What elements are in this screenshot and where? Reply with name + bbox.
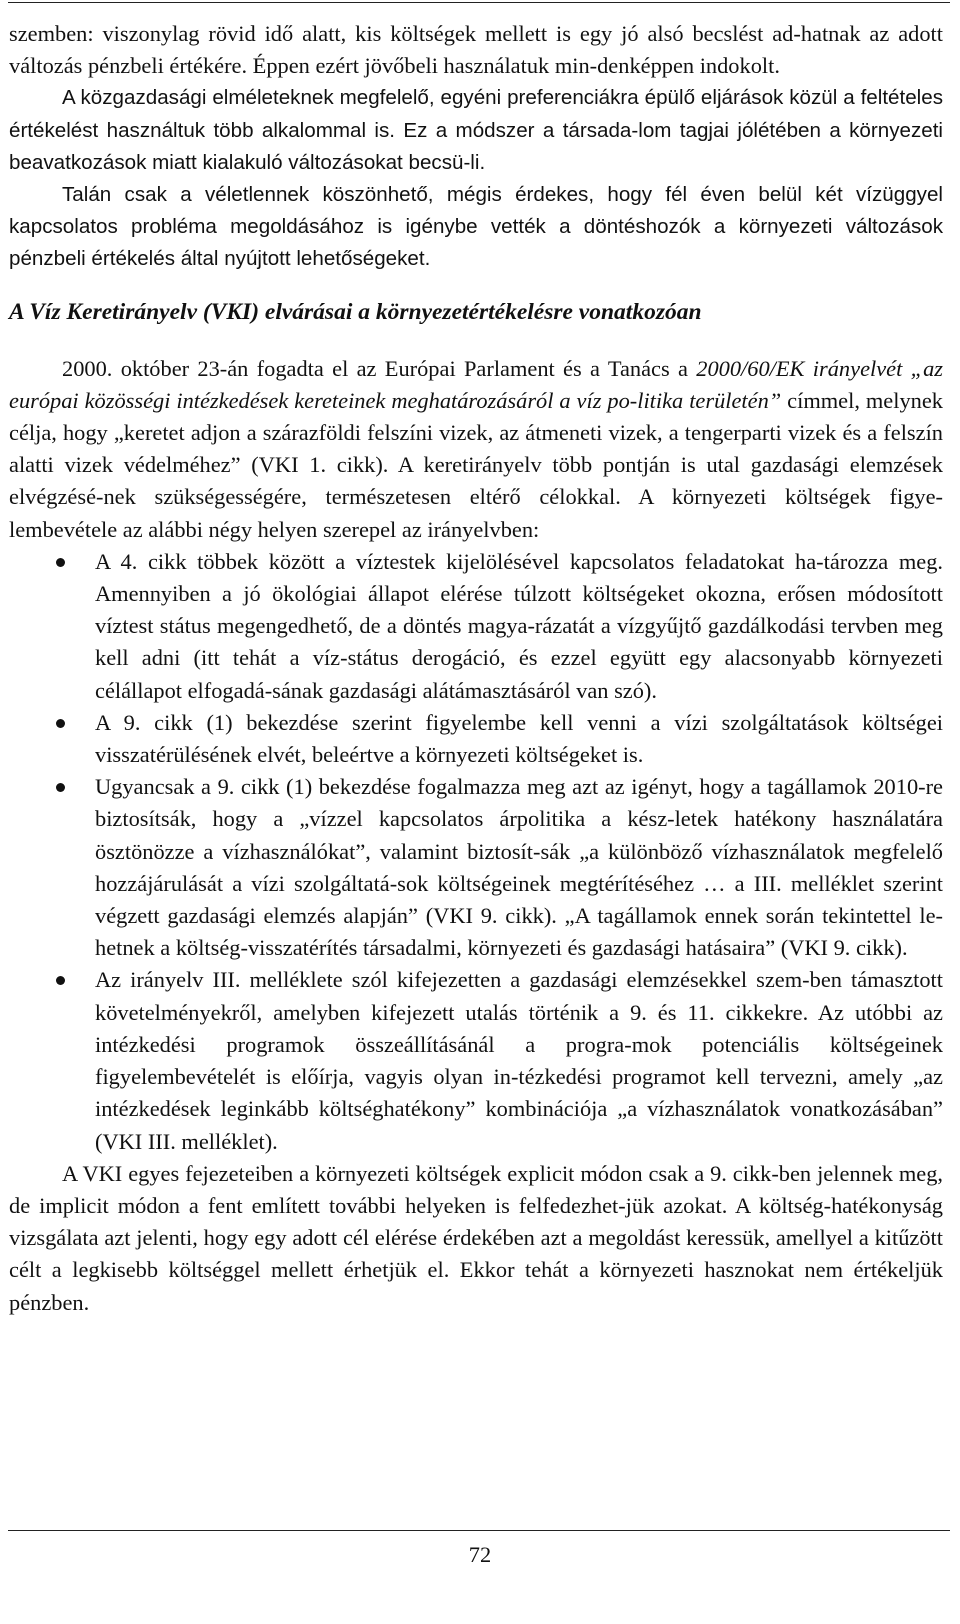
intro-text-a: 2000. október 23-án fogadta el az Európai Parlament és a Tanács a [62,355,697,381]
page-body [9,18,943,1319]
page-number: 72 [468,1542,492,1567]
directive-title: 2000/60/EK irányelvét „az európai közösségi intézkedések kereteinek meghatározásáról a víz po-litika területén” [9,355,943,413]
section-heading: A Víz Keretirányelv (VKI) elvárásai a környezetértékelésre vonatkozóan [9,298,702,325]
top-rule [8,2,950,3]
list-item-text: Az irányelv III. melléklete szól kifejezetten a gazdasági elemzésekkel szem-ben támasztott követelményekről, amelyben kifejezett utalás történik a 9. és 11. cikkekre. Az utóbbi az intézkedési programok összeállításánál a progra-mok potenciális költségeinek figyelembevételét is előírja, vagyis olyan in-tézkedési programot kell tervezni, amely „az intézkedések leginkább költséghatékony” kombinációja „a vízhasználatok vonatkozásában” (VKI III. melléklet). [95,967,943,1154]
closing-paragraph: A VKI egyes fejezeteiben a környezeti költségek explicit módon csak a 9. cikk-ben jelennek meg, de implicit módon a fent említett további helyeken is felfedezhet-jük azokat. A költség-hatékonyság vizsgálata azt jelenti, hogy egy adott cél elérése érdekében azt a megoldást keressük, amellyel a kitűzött célt a legkisebb költséggel mellett érhetjük el. Ekkor tehát a környezeti hasznokat nem értékeljük pénzben. [9,1160,943,1315]
list-item [9,964,943,1157]
bullet-list [9,546,943,1158]
bullet-icon [56,719,65,728]
list-item-text: A 9. cikk (1) bekezdése szerint figyelembe kell venni a vízi szolgáltatások költségei visszatérülésének elvét, beleértve a környezeti költségeket is. [95,709,943,768]
bottom-rule [8,1530,950,1531]
bullet-icon [56,976,65,985]
bullet-icon [56,783,65,792]
paragraph-1: szemben: viszonylag rövid idő alatt, kis költségek mellett is egy jó alsó becslést ad-hatnak az adott változás pénzbeli értékére. Éppen ezért jövőbeli használatuk min-denképpen indokolt. [9,21,943,79]
list-item [9,546,943,707]
list-item [9,707,943,771]
intro-text-c: címmel, melynek célja, hogy „keretet adjon a szárazföldi felszíni vizek, az átmeneti vizek, a tengerparti vizek és a felszín alatti vizek védelméhez” (VKI 1. cikk). A keretirányelv több pontján is utal gazdasági elemzések elvégzésé-nek szükségességére, természetesen eltérő célokkal. A környezeti költségek figye-lembevétele az alábbi négy helyen szerepel az irányelvben: [9,387,943,542]
list-item-text: Ugyancsak a 9. cikk (1) bekezdése fogalmazza meg azt az igényt, hogy a tagállamok 2010-re biztosítsák, hogy a „vízzel kapcsolatos árpolitika a kész-letek hatékony használatára ösztönözze a vízhasználókat”, valamint biztosít-sák „a különböző vízhasználatok megfelelő hozzájárulását a vízi szolgáltatá-sok költségeinek megtérítéséhez … a III. melléklet szerint végzett gazdasági elemzés alapján” (VKI 9. cikk). „A tagállamok ennek során tekintettel le-hetnek a költség-visszatérítés társadalmi, környezeti és gazdasági hatásaira” (VKI 9. cikk). [95,774,943,961]
list-item [9,771,943,964]
paragraph-3: Talán csak a véletlennek köszönhető, mégis érdekes, hogy fél éven belül két vízüggyel kapcsolatos probléma megoldásához is igénybe vették a döntéshozók a környezeti változások pénzbeli értékelés által nyújtott lehetőségeket. [9,183,943,271]
paragraph-2: A közgazdasági elméleteknek megfelelő, egyéni preferenciákra épülő eljárások közül a feltételes értékelést használtuk több alkalommal is. Ez a módszer a társada-lom tagjai jólétében a környezeti beavatkozások miatt kialakuló változásokat becsü-li. [9,86,943,174]
intro-paragraph [9,353,943,546]
bullet-icon [56,558,65,567]
list-item-text: A 4. cikk többek között a víztestek kijelölésével kapcsolatos feladatokat ha-tározza meg. Amennyiben a jó ökológiai állapot elérése túlzott költségeket okozna, erősen módosított víztest státus megengedhető, de a döntés magya-rázatát a vízgyűjtő gazdálkodási tervben meg kell adni (itt tehát a víz-státus derogáció, és ezzel együtt egy alacsonyabb környezeti célállapot elfogadá-sának gazdasági alátámasztásáról van szó). [95,548,943,703]
